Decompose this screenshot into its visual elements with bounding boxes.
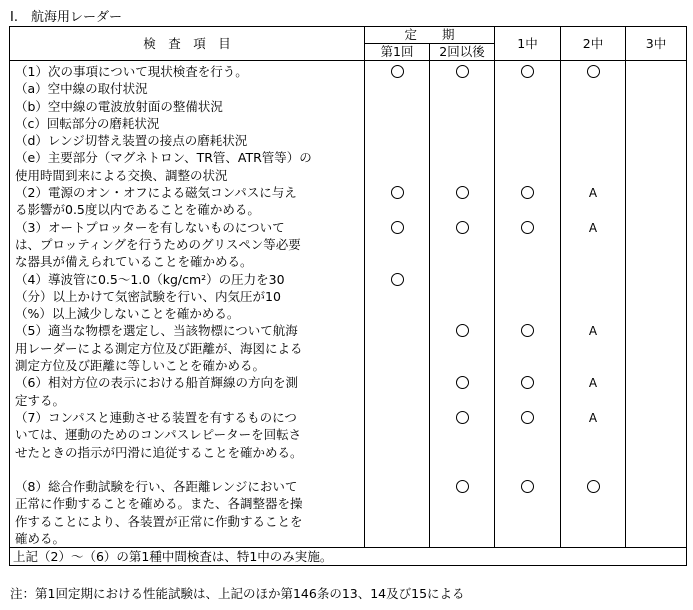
applicable-circle-icon (391, 65, 404, 78)
inspection-table (9, 26, 687, 566)
applicable-circle-icon (456, 186, 469, 199)
applicable-circle-icon (521, 480, 534, 493)
item-line: （e）主要部分（マグネトロン、TR管、ATR管等）の (15, 150, 312, 166)
footnote: 注：第1回定期における性能試験は、上記のほか第146条の13、14及び15による (10, 586, 465, 601)
marks-mid2 (561, 61, 626, 548)
item-line: （7）コンパスと連動させる装置を有するものにつ (15, 409, 297, 425)
item-line: 正常に作動することを確める。また、各調整器を操 (15, 496, 303, 512)
header-mid3: 3中 (626, 27, 687, 61)
marks-mid3 (626, 61, 687, 548)
item-line: （c）回転部分の磨耗状況 (15, 115, 160, 131)
mark-a: A (588, 410, 598, 425)
header-first: 第1回 (365, 44, 430, 61)
applicable-circle-icon (456, 221, 469, 234)
header-second: 2回以後 (430, 44, 495, 61)
item-line: （d）レンジ切替え装置の接点の磨耗状況 (15, 133, 248, 149)
applicable-circle-icon (456, 411, 469, 424)
item-line: （3）オートプロッターを有しないものについて (15, 219, 285, 235)
mark-a: A (588, 186, 598, 201)
mark-a: A (588, 324, 598, 339)
header-periodic: 定 期 (365, 27, 495, 44)
item-line: 測定方位及び距離に等しいことを確かめる。 (15, 358, 266, 374)
item-line: （2）電源のオン・オフによる磁気コンパスに与え (15, 185, 297, 201)
applicable-circle-icon (391, 221, 404, 234)
item-line: （5）適当な物標を選定し、当該物標について航海 (15, 323, 298, 339)
applicable-circle-icon (587, 480, 600, 493)
marks-mid1 (495, 61, 561, 548)
item-line: せたときの指示が円滑に追従することを確かめる。 (15, 444, 303, 460)
applicable-circle-icon (521, 65, 534, 78)
applicable-circle-icon (456, 324, 469, 337)
item-line: （6）相対方位の表示における船首輝線の方向を測 (15, 375, 298, 391)
item-line: 定する。 (15, 392, 66, 408)
item-line: は、プロッティングを行うためのグリスペン等必要 (15, 236, 301, 252)
footer-remark: 上記（2）～（6）の第1種中間検査は、特1中のみ実施。 (10, 548, 687, 566)
item-line: 用レーダーによる測定方位及び距離が、海図による (15, 340, 303, 356)
item-line (15, 461, 360, 478)
applicable-circle-icon (587, 65, 600, 78)
applicable-circle-icon (456, 480, 469, 493)
item-line: る影響が0.5度以内であることを確かめる。 (15, 202, 260, 218)
applicable-circle-icon (521, 324, 534, 337)
item-line: （1）次の事項について現状検査を行う。 (15, 64, 248, 79)
item-line: な器具が備えられていることを確かめる。 (15, 254, 253, 270)
mark-a: A (588, 220, 598, 235)
applicable-circle-icon (521, 221, 534, 234)
applicable-circle-icon (456, 65, 469, 78)
item-line: （8）総合作動試験を行い、各距離レンジにおいて (15, 479, 298, 495)
applicable-circle-icon (521, 411, 534, 424)
applicable-circle-icon (391, 273, 404, 286)
applicable-circle-icon (521, 376, 534, 389)
marks-second (430, 61, 495, 548)
applicable-circle-icon (521, 186, 534, 199)
item-line: 使用時間到来による交換、調整の状況 (15, 167, 228, 183)
item-line: 確める。 (15, 531, 66, 547)
item-line: （4）導波管に0.5～1.0（kg/cm²）の圧力を30 (15, 271, 285, 287)
item-line: （b）空中線の電波放射面の整備状況 (15, 98, 223, 114)
applicable-circle-icon (391, 186, 404, 199)
header-item: 検 査 項 目 (10, 27, 365, 61)
item-line: （分）以上かけて気密試験を行い、内気圧が10 (15, 288, 281, 304)
mark-a: A (588, 376, 598, 391)
item-line: いては、運動のためのコンパスレピーターを回転さ (15, 427, 302, 443)
item-line: （%）以上減少しないことを確かめる。 (15, 306, 240, 322)
header-mid2: 2中 (561, 27, 626, 61)
item-line: （a）空中線の取付状況 (15, 81, 148, 97)
applicable-circle-icon (456, 376, 469, 389)
item-line: 作することにより、各装置が正常に作動することを (15, 513, 303, 529)
header-mid1: 1中 (495, 27, 561, 61)
section-title: I. 航海用レーダー (10, 10, 122, 25)
marks-first (365, 61, 430, 548)
inspection-items (10, 61, 365, 548)
